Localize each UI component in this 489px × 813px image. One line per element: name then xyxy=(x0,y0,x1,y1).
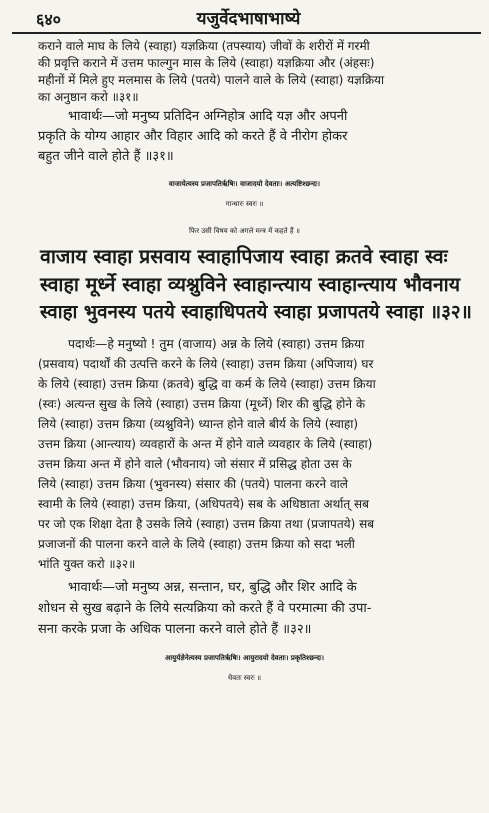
mantra-line: स्वाहा मूर्ध्ने स्वाहा व्यश्नुविने स्वाहान्त्याय स्वाहान्त्याय भौवनाय xyxy=(40,273,461,296)
prev-bhavartha-line: बहुत जीने वाले होते हैं ॥३१॥ xyxy=(38,149,174,164)
padartha-line: (प्रसवाय) पदार्थों की उत्पत्ति करने के लिये (स्वाहा) उत्तम क्रिया (अपिजाय) घर xyxy=(38,357,374,371)
header-rule xyxy=(12,32,481,34)
prev-bhavartha-line: प्रकृति के योग्य आहार और विहार आदि को करते हैं वे नीरोग होकर xyxy=(38,129,348,144)
rishi-devata-chhanda: वाजायेत्यस्य प्रजापतिर्ऋषिः। वाजादयो देवताः। अत्यष्टिश्छन्दः। xyxy=(168,180,321,188)
padartha-line: भांति युक्त करो ॥३२॥ xyxy=(38,557,136,571)
padartha-line: पदार्थः—हे मनुष्यो ! तुम (वाजाय) अन्न के लिये (स्वाहा) उत्तम क्रिया xyxy=(68,337,365,351)
svara-line: गान्धारः स्वरः ॥ xyxy=(225,200,264,208)
padartha-line: के लिये (स्वाहा) उत्तम क्रिया (क्रतवे) बुद्धि वा कर्म के लिये (स्वाहा) उत्तम क्रिया xyxy=(38,377,376,391)
padartha-line: (स्वः) अत्यन्त सुख के लिये (स्वाहा) उत्तम क्रिया (मूर्ध्ने) शिर की बुद्धि होने के xyxy=(38,397,366,411)
page-header xyxy=(22,2,475,34)
prev-bhavartha-line: भावार्थः—जो मनुष्य प्रतिदिन अग्निहोत्र आदि यज्ञ और अपनी xyxy=(68,109,348,124)
mantra-line: वाजाय स्वाहा प्रसवाय स्वाहापिजाय स्वाहा क्रतवे स्वाहा स्वः xyxy=(40,245,448,268)
prev-commentary-line: महीनों में मिले हुए मलमास के लिये (पतये) पालने वाले के लिये (स्वाहा) यज्ञक्रिया xyxy=(38,73,385,87)
bhavartha-line: शोधन से सुख बढ़ाने के लिये सत्यक्रिया को करते हैं वे परमात्मा की उपा- xyxy=(38,601,372,616)
padartha-line: उत्तम क्रिया (आन्त्याय) व्यवहारों के अन्त में होने वाले व्यवहार के लिये (स्वाहा) xyxy=(38,437,373,451)
padartha-line: स्वामी के लिये (स्वाहा) उत्तम क्रिया, (अधिपतये) सब के अधिष्ठाता अर्थात् सब xyxy=(38,497,369,511)
padartha-line: उत्तम क्रिया अन्त में होने वाले (भौवनाय) जो संसार में प्रसिद्ध होता उस के xyxy=(38,457,352,471)
running-title: यजुर्वेदभाषाभाष्ये xyxy=(196,9,301,29)
prev-commentary-line: कराने वाले माघ के लिये (स्वाहा) यज्ञक्रिया (तपस्याय) जीवों के शरीरों में गरमी xyxy=(38,39,370,53)
padartha-line: पर जो एक शिक्षा देता है उसके लिये (स्वाहा) उत्तम क्रिया तथा (प्रजापतये) सब xyxy=(38,517,375,531)
mantra-line: स्वाहा भुवनस्य पतये स्वाहाधिपतये स्वाहा प्रजापतये स्वाहा ॥३२॥ xyxy=(40,302,472,323)
prev-commentary-line: का अनुष्ठान करो ॥३१॥ xyxy=(38,90,139,104)
padartha-line: लिये (स्वाहा) उत्तम क्रिया (व्यश्नुविने) ध्यान्त होने वाले बीर्य के लिये (स्वाहा) xyxy=(38,417,359,431)
bhavartha-line: भावार्थः—जो मनुष्य अन्न, सन्तान, घर, बुद्धि और शिर आदि के xyxy=(68,580,357,595)
next-svara-line: धैवतः स्वरः ॥ xyxy=(227,674,262,682)
padartha-line: लिये (स्वाहा) उत्तम क्रिया (भुवनस्य) संसार की (पतये) पालना करने वाले xyxy=(38,477,348,491)
prev-commentary-line: की प्रवृत्ति कराने में उत्तम फाल्गुन मास के लिये (स्वाहा) यज्ञक्रिया और (अंहसः) xyxy=(38,56,375,70)
next-rishi-devata-chhanda: आयुर्यज्ञेनेत्यस्य प्रजापतिर्ऋषिः। आयुरादयो देवताः। प्रकृतिश्छन्दः। xyxy=(164,654,324,662)
mantra-intro: फिर उसी विषय को अगले मन्त्र में कहते हैं ॥ xyxy=(188,227,301,235)
page-number: ६४० xyxy=(36,10,61,29)
padartha-line: प्रजाजनों की पालना करने वाले के लिये (स्वाहा) उत्तम क्रिया को सदा भली xyxy=(38,537,355,551)
bhavartha-line: सना करके प्रजा के अधिक पालना करने वाले होते हैं ॥३२॥ xyxy=(38,622,312,637)
